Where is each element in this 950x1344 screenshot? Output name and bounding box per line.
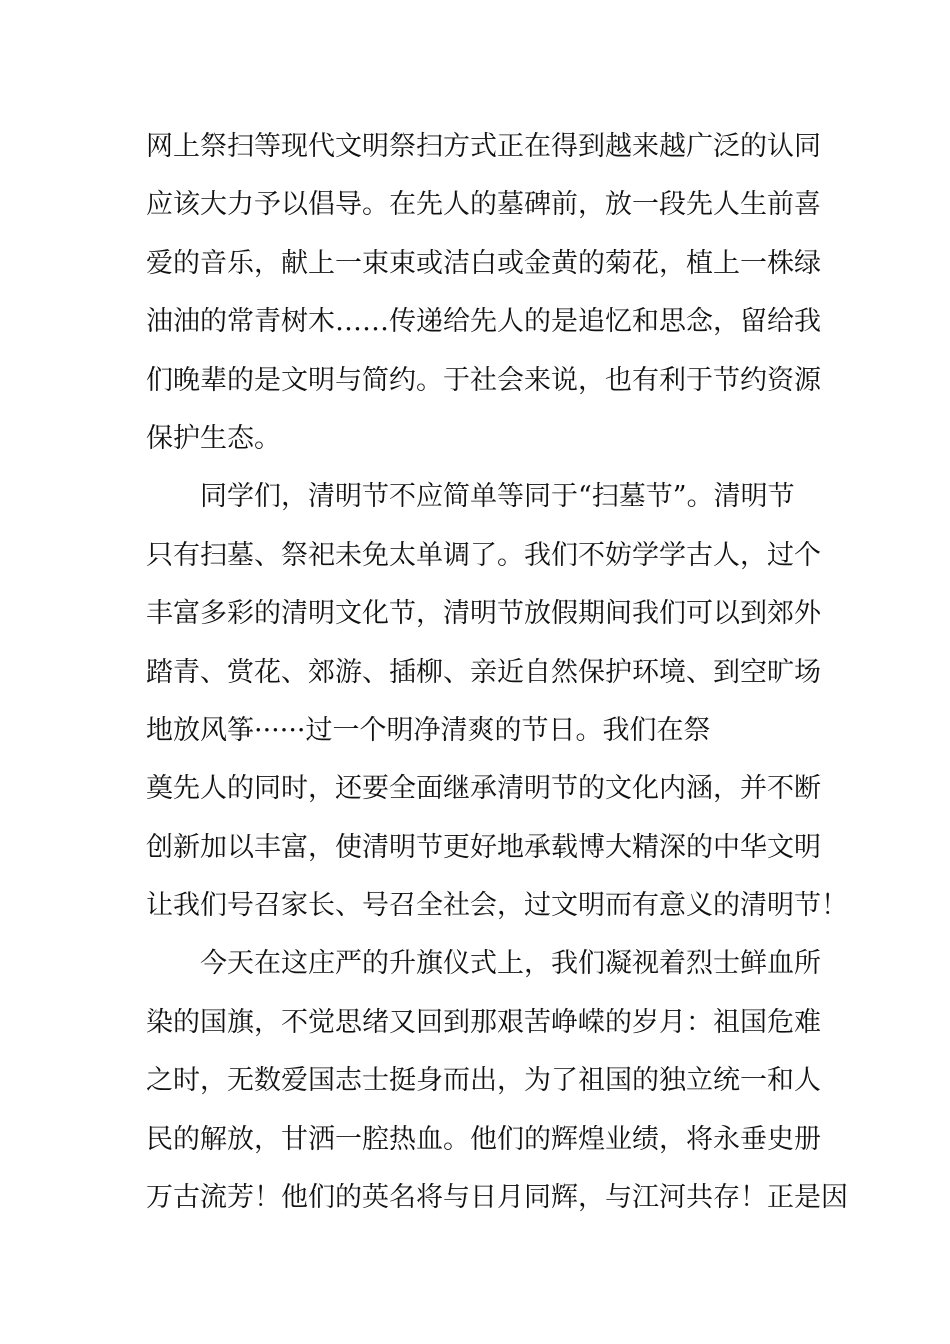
text-line: 之时，无数爱国志士挺身而出，为了祖国的独立统一和人 <box>146 1065 821 1097</box>
text-line: 保护生态。 <box>146 422 281 454</box>
text-line: 民的解放，甘洒一腔热血。他们的辉煌业绩，将永垂史册 <box>146 1123 821 1155</box>
text-line: 奠先人的同时，还要全面继承清明节的文化内涵，并不断 <box>146 773 821 805</box>
paragraph-start-line: 今天在这庄严的升旗仪式上，我们凝视着烈士鲜血所 <box>200 948 821 980</box>
text-line: 让我们号召家长、号召全社会，过文明而有意义的清明节！ <box>146 890 848 922</box>
text-line: 只有扫墓、祭祀未免太单调了。我们不妨学学古人，过个 <box>146 539 821 571</box>
paragraph-start-line: 同学们，清明节不应简单等同于“扫墓节”。清明节 <box>200 481 795 513</box>
text-line: 踏青、赏花、郊游、插柳、亲近自然保护环境、到空旷场 <box>146 656 821 688</box>
body-text <box>146 118 848 1227</box>
text-line: 染的国旗，不觉思绪又回到那艰苦峥嵘的岁月：祖国危难 <box>146 1006 821 1038</box>
text-line: 们晚辈的是文明与简约。于社会来说，也有利于节约资源 <box>146 364 821 396</box>
text-line: 创新加以丰富，使清明节更好地承载博大精深的中华文明 <box>146 831 821 863</box>
text-line: 万古流芳！他们的英名将与日月同辉，与江河共存！正是因 <box>146 1182 848 1214</box>
text-line: 丰富多彩的清明文化节，清明节放假期间我们可以到郊外 <box>146 598 821 630</box>
text-line: 应该大力予以倡导。在先人的墓碑前，放一段先人生前喜 <box>146 189 821 221</box>
text-line: 网上祭扫等现代文明祭扫方式正在得到越来越广泛的认同 <box>146 131 821 162</box>
text-line: 油油的常青树木……传递给先人的是追忆和思念，留给我 <box>146 306 821 338</box>
text-line: 地放风筝······过一个明净清爽的节日。我们在祭 <box>146 714 711 746</box>
text-line: 爱的音乐，献上一束束或洁白或金黄的菊花，植上一株绿 <box>146 247 821 279</box>
